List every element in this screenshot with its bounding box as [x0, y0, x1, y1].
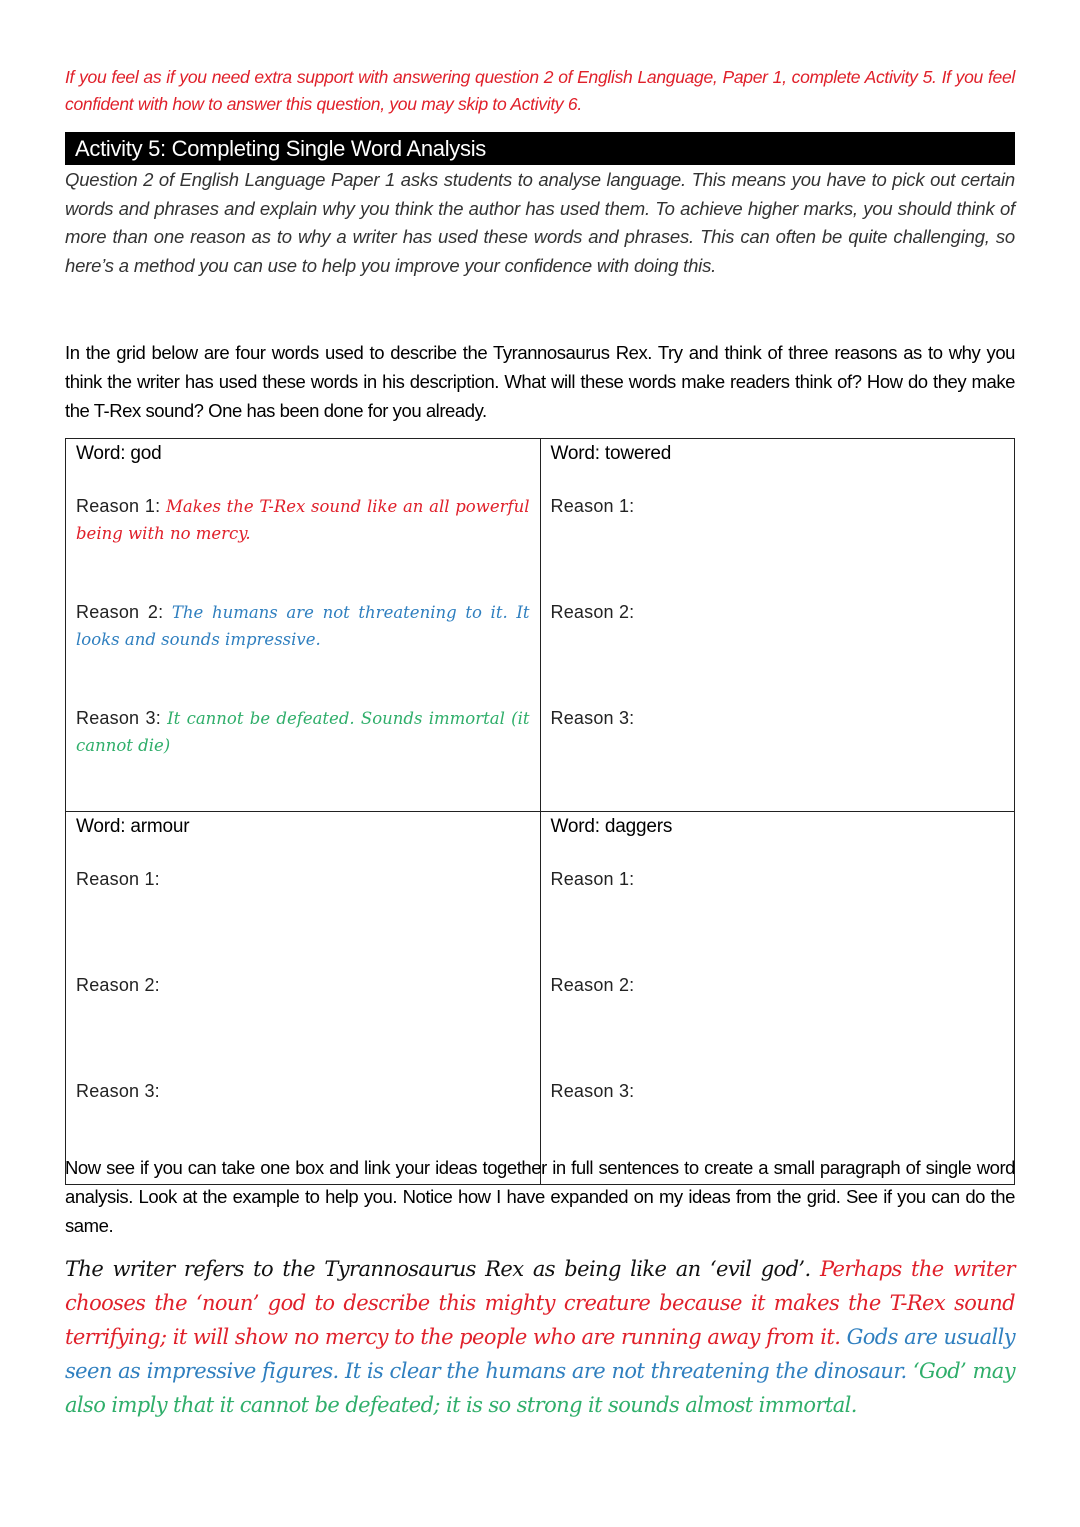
example-reason-2: Gods are usually seen as impressive figures. It is clear the humans are not threatening the dinosaur. [65, 1325, 1015, 1383]
word-label: Word: daggers [550, 816, 673, 837]
reason-label: Reason 2: [76, 975, 160, 995]
reason-1[interactable] [551, 866, 1005, 972]
reason-label: Reason 1: [76, 496, 166, 516]
reason-label: Reason 2: [76, 602, 172, 622]
word-analysis-grid [65, 438, 1015, 1185]
example-paragraph [65, 1252, 1015, 1422]
activity-title: Activity 5: Completing Single Word Analysis [65, 132, 1015, 165]
reason-2[interactable] [76, 972, 530, 1078]
reason-2 [76, 599, 530, 705]
reason-label: Reason 3: [550, 1081, 635, 1101]
reason-label: Reason 3: [550, 708, 635, 728]
grid-cell-daggers[interactable] [540, 812, 1015, 1185]
reason-label: Reason 2: [550, 602, 635, 622]
reason-label: Reason 2: [550, 975, 635, 995]
example-reason-1: Perhaps the writer chooses the ‘noun’ god to describe this mighty creature because it makes the T-Rex sound terrifying; it will show no mercy to the people who are running away from it. [65, 1257, 1015, 1349]
word-label: Word: god [76, 443, 162, 464]
reason-label: Reason 1: [550, 496, 635, 516]
reason-1[interactable] [76, 866, 530, 972]
reason-3 [76, 705, 530, 811]
reason-2[interactable] [551, 599, 1005, 705]
word-label: Word: armour [76, 816, 190, 837]
grid-cell-armour[interactable] [66, 812, 541, 1185]
intro-note: If you feel as if you need extra support with answering question 2 of English Language, Paper 1, complete Activity 5. If you feel confident with how to answer this question, you may skip to Activity 6. [65, 67, 1015, 114]
example-intro-sentence: The writer refers to the Tyrannosaurus Rex as being like an ‘evil god’. [65, 1257, 820, 1281]
reason-label: Reason 3: [76, 1081, 160, 1101]
reason-2[interactable] [551, 972, 1005, 1078]
reason-label: Reason 3: [76, 708, 168, 728]
reason-1 [76, 493, 530, 599]
grid-instructions: In the grid below are four words used to describe the Tyrannosaurus Rex. Try and think of three reasons as to why you think the writer has used these words in his description. What will these words make readers think of? How do they make the T-Rex sound? One has been done for you already. [65, 342, 1015, 421]
paragraph-instructions: Now see if you can take one box and link your ideas together in full sentences to create a small paragraph of single word analysis. Look at the example to help you. Notice how I have expanded on my ideas from the grid. See if you can do the same. [65, 1157, 1015, 1236]
grid-cell-towered[interactable] [540, 439, 1015, 812]
reason-3[interactable] [551, 705, 1005, 811]
reason-answer: It cannot be defeated. Sounds immortal (it cannot die) [76, 709, 530, 755]
reason-label: Reason 1: [550, 869, 635, 889]
activity-description: Question 2 of English Language Paper 1 asks students to analyse language. This means you have to pick out certain words and phrases and explain why you think the author has used them. To achieve higher marks, you should think of more than one reason as to why a writer has used these words and phrases. This can often be quite challenging, so here’s a method you can use to help you improve your confidence with doing this. [65, 169, 1015, 276]
word-label: Word: towered [550, 443, 672, 464]
reason-1[interactable] [551, 493, 1005, 599]
grid-cell-god [66, 439, 541, 812]
example-reason-3: ‘God’ may also imply that it cannot be defeated; it is so strong it sounds almost immortal. [65, 1359, 1015, 1417]
reason-label: Reason 1: [76, 869, 160, 889]
reason-answer: The humans are not threatening to it. It looks and sounds impressive. [76, 603, 530, 649]
reason-answer: Makes the T-Rex sound like an all powerful being with no mercy. [76, 497, 530, 543]
